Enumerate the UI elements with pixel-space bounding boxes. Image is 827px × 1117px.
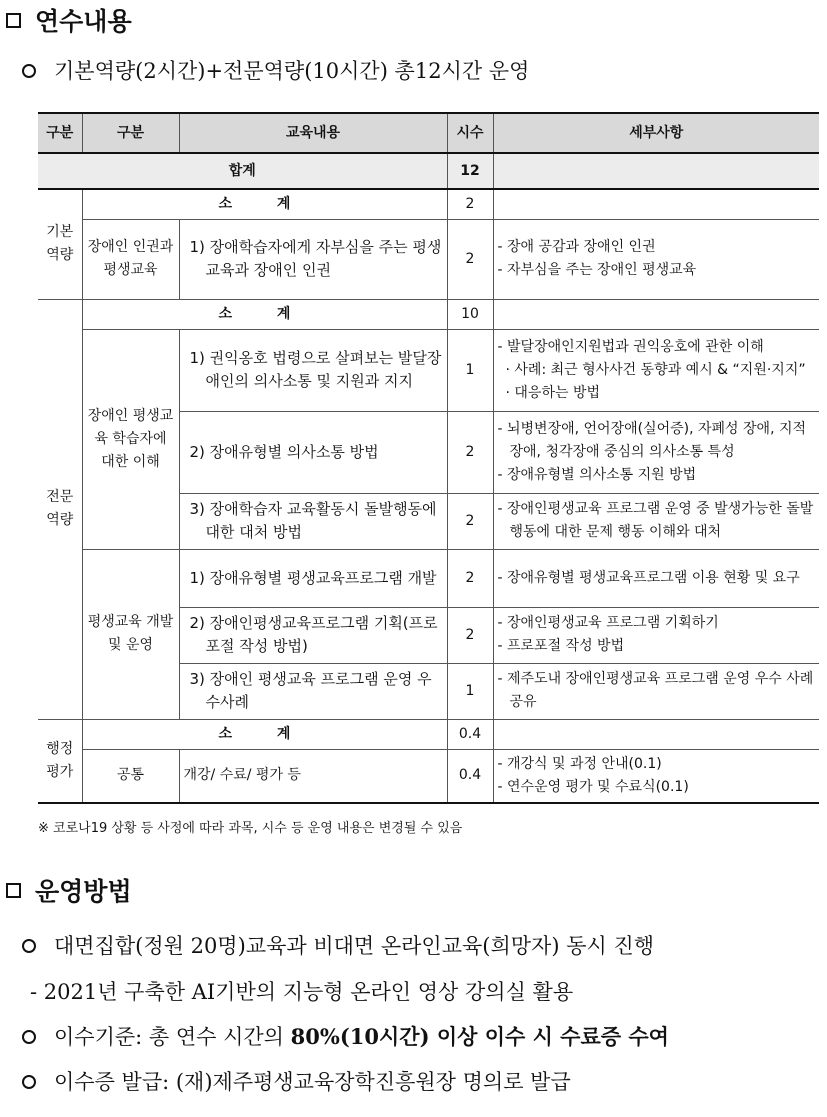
total-label: 합계	[38, 153, 447, 189]
table-note: ※ 코로나19 상황 등 사정에 따라 과목, 시수 등 운영 내용은 변경될 수 있음	[38, 821, 463, 836]
hours-cell: 2	[447, 219, 493, 299]
content-cell: 1) 장애유형별 평생교육프로그램 개발	[189, 568, 437, 587]
group-expert: 전문 역량	[38, 299, 82, 719]
section-title: 연수내용	[35, 7, 132, 36]
detail-item: - 장애유형별 의사소통 지원 방법	[497, 466, 697, 483]
section-title: 운영방법	[35, 877, 132, 906]
table-header-row	[38, 113, 819, 153]
operation-line-3: 이수기준: 총 연수 시간의 80%(10시간) 이상 이수 시 수료증 수여	[22, 1021, 669, 1051]
hours-cell: 1	[447, 663, 493, 719]
header-cell: 구분	[38, 113, 82, 153]
circle-bullet-icon	[22, 1075, 36, 1089]
checkbox-square-icon	[6, 883, 21, 898]
total-hours: 12	[447, 153, 493, 189]
summary-line: 기본역량(2시간)+전문역량(10시간) 총12시간 운영	[22, 55, 529, 85]
detail-item: - 제주도내 장애인평생교육 프로그램 운영 우수 사례 공유	[497, 671, 814, 710]
detail-item: - 장애인평생교육 프로그램 운영 중 발생가능한 돌발행동에 대한 문제 행동 이해와 대처	[497, 501, 814, 540]
detail-item: - 장애인평생교육 프로그램 기획하기	[497, 615, 719, 631]
operation-line-2: - 2021년 구축한 AI기반의 지능형 온라인 영상 강의실 활용	[30, 980, 574, 1004]
category-cell: 공통	[82, 749, 179, 803]
hours-cell: 0.4	[447, 749, 493, 803]
hours-cell: 2	[447, 493, 493, 549]
table-row	[38, 329, 819, 411]
content-cell: 2) 장애인평생교육프로그램 기획(프로포절 작성 방법)	[189, 614, 438, 655]
table-row	[38, 749, 819, 803]
detail-item: - 장애 공감과 장애인 인권	[497, 239, 656, 255]
content-cell: 1) 장애학습자에게 자부심을 주는 평생교육과 장애인 인권	[189, 238, 442, 279]
curriculum-table	[38, 112, 819, 804]
group-admin: 행정 평가	[38, 719, 82, 803]
header-cell: 구분	[82, 113, 179, 153]
subtotal-label: 소 계	[82, 719, 447, 749]
category-cell: 장애인 인권과 평생교육	[82, 219, 179, 299]
category-cell: 장애인 평생교육 학습자에 대한 이해	[82, 329, 179, 549]
content-cell: 3) 장애인 평생교육 프로그램 운영 우수사례	[189, 670, 432, 711]
hours-cell: 2	[447, 411, 493, 493]
section-heading-content	[6, 2, 132, 38]
detail-item: - 개강식 및 과정 안내(0.1)	[497, 755, 662, 772]
detail-item: · 대응하는 방법	[505, 384, 600, 401]
total-row	[38, 153, 819, 189]
circle-bullet-icon	[22, 1030, 36, 1044]
hours-cell: 1	[447, 329, 493, 411]
detail-item: · 사례: 최근 형사사건 동향과 예시 & “지원·지지”	[505, 361, 806, 378]
group-basic: 기본 역량	[38, 189, 82, 299]
subtotal-hours: 0.4	[447, 719, 493, 749]
detail-item: - 자부심을 주는 장애인 평생교육	[497, 262, 697, 278]
circle-bullet-icon	[22, 64, 36, 78]
header-cell: 교육내용	[179, 113, 447, 153]
content-cell: 개강/ 수료/ 평가 등	[179, 749, 447, 803]
category-cell: 평생교육 개발 및 운영	[82, 549, 179, 719]
table-row	[38, 299, 819, 329]
hours-cell: 2	[447, 607, 493, 663]
detail-item: - 발달장애인지원법과 권익옹호에 관한 이해	[497, 338, 764, 355]
subtotal-label: 소 계	[82, 189, 447, 219]
table-row	[38, 189, 819, 219]
subtotal-hours: 10	[447, 299, 493, 329]
content-cell: 2) 장애유형별 의사소통 방법	[189, 442, 379, 461]
detail-item: - 연수운영 평가 및 수료식(0.1)	[497, 778, 689, 795]
detail-item: - 프로포절 작성 방법	[497, 638, 625, 654]
content-cell: 1) 권익옹호 법령으로 살펴보는 발달장애인의 의사소통 및 지원과 지지	[189, 349, 442, 390]
hours-cell: 2	[447, 549, 493, 607]
circle-bullet-icon	[22, 939, 36, 953]
header-cell: 시수	[447, 113, 493, 153]
table-row	[38, 719, 819, 749]
checkbox-square-icon	[6, 13, 21, 28]
subtotal-label: 소 계	[82, 299, 447, 329]
operation-line-1: 대면집합(정원 20명)교육과 비대면 온라인교육(희망자) 동시 진행	[22, 930, 654, 960]
section-heading-operation	[6, 872, 132, 908]
detail-item: - 뇌병변장애, 언어장애(실어증), 자폐성 장애, 지적장애, 청각장애 중심의 의사소통 특성	[497, 420, 807, 460]
content-cell: 3) 장애학습자 교육활동시 돌발행동에 대한 대처 방법	[189, 500, 437, 541]
subtotal-hours: 2	[447, 189, 493, 219]
operation-line-4: 이수증 발급: (재)제주평생교육장학진흥원장 명의로 발급	[22, 1066, 571, 1096]
table-row	[38, 549, 819, 607]
table-row	[38, 219, 819, 299]
detail-item: - 장애유형별 평생교육프로그램 이용 현황 및 요구	[497, 569, 800, 586]
header-cell: 세부사항	[493, 113, 819, 153]
